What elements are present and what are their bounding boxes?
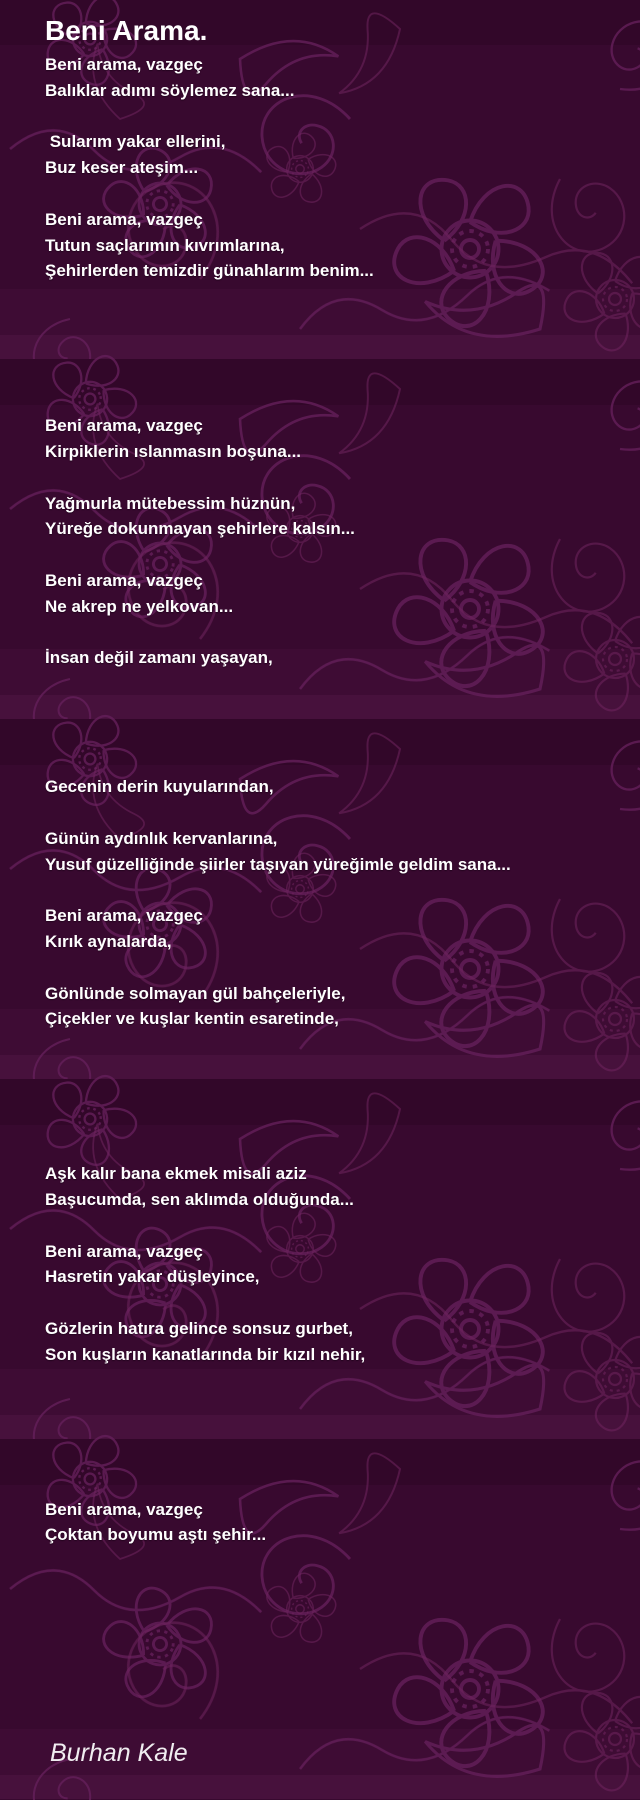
poem-line [45,542,605,568]
poem-line [45,1368,605,1394]
poem-line [45,284,605,310]
poem-line [45,620,605,646]
poem-line: Beni arama, vazgeç [45,416,203,436]
poem-line [45,1213,605,1239]
poem-line: Beni arama, vazgeç [45,906,203,926]
poem-line: Beni arama, vazgeç [45,570,203,590]
poem-line: Hasretin yakar düşleyince, [45,1267,260,1287]
poem-line: Kirpiklerin ıslanmasın boşuna... [45,441,302,461]
poem-line: Kırık aynalarda, [45,932,172,952]
poem-line [45,749,605,775]
poem-line [45,1419,605,1445]
poem-line: Yüreğe dokunmayan şehirlere kalsın... [45,519,355,539]
poem-line [45,465,605,491]
poem-line [45,1084,605,1110]
poem-line: Ne akrep ne yelkovan... [45,596,234,616]
poem-line: Gecenin derin kuyularından, [45,777,274,797]
poem-line [45,1445,605,1471]
poem-line [45,671,605,697]
poem-line [45,1110,605,1136]
poem-line: Beni arama, vazgeç [45,55,203,74]
poem-line [45,955,605,981]
poem-author: Burhan Kale [50,1739,188,1767]
poem-line: Beni arama, vazgeç [45,209,203,229]
poem-line: Çoktan boyumu aştı şehir... [45,1525,267,1545]
poem-title: Beni Arama. [45,15,208,46]
poem-line [45,697,605,723]
poem-line: Şehirlerden temizdir günahlarım benim... [45,261,374,281]
poem-line [45,800,605,826]
poem-line: Beni arama, vazgeç [45,1499,203,1519]
poem-line [45,387,605,413]
poem-line: Gözlerin hatıra gelince sonsuz gurbet, [45,1319,353,1339]
poem-line: Sularım yakar ellerini, [45,132,226,152]
poem-line: Son kuşların kanatlarında bir kızıl nehir, [45,1344,366,1364]
poem-line [45,1393,605,1419]
poem-line [45,723,605,749]
poem-line: Tutun saçlarımın kıvrımlarına, [45,235,285,255]
poem-line: Yağmurla mütebessim hüznün, [45,493,296,513]
poem-line: Gönlünde solmayan gül bahçeleriyle, [45,983,346,1003]
poem-line [45,878,605,904]
poem-line: Balıklar adımı söylemez sana... [45,80,295,100]
poem-line [45,310,605,336]
poem-line [45,1471,605,1497]
poem-line [45,1032,605,1058]
poem-line: Başucumda, sen aklımda olduğunda... [45,1190,354,1210]
poem-line: İnsan değil zamanı yaşayan, [45,648,273,668]
poem-line: Buz keser ateşim... [45,158,199,178]
poem-line [45,181,605,207]
poem-line [45,1135,605,1161]
poem-line [45,362,605,388]
poem-line: Yusuf güzelliğinde şiirler taşıyan yüreğimle geldim sana... [45,854,511,874]
poem-lines [45,52,605,1548]
poem-line: Günün aydınlık kervanlarına, [45,828,278,848]
poem-line [45,104,605,130]
poem-line: Aşk kalır bana ekmek misali aziz [45,1164,307,1184]
poem-line: Çiçekler ve kuşlar kentin esaretinde, [45,1009,339,1029]
poem-line [45,1058,605,1084]
poem-line: Beni arama, vazgeç [45,1241,203,1261]
poem-line [45,1290,605,1316]
poem-line [45,336,605,362]
